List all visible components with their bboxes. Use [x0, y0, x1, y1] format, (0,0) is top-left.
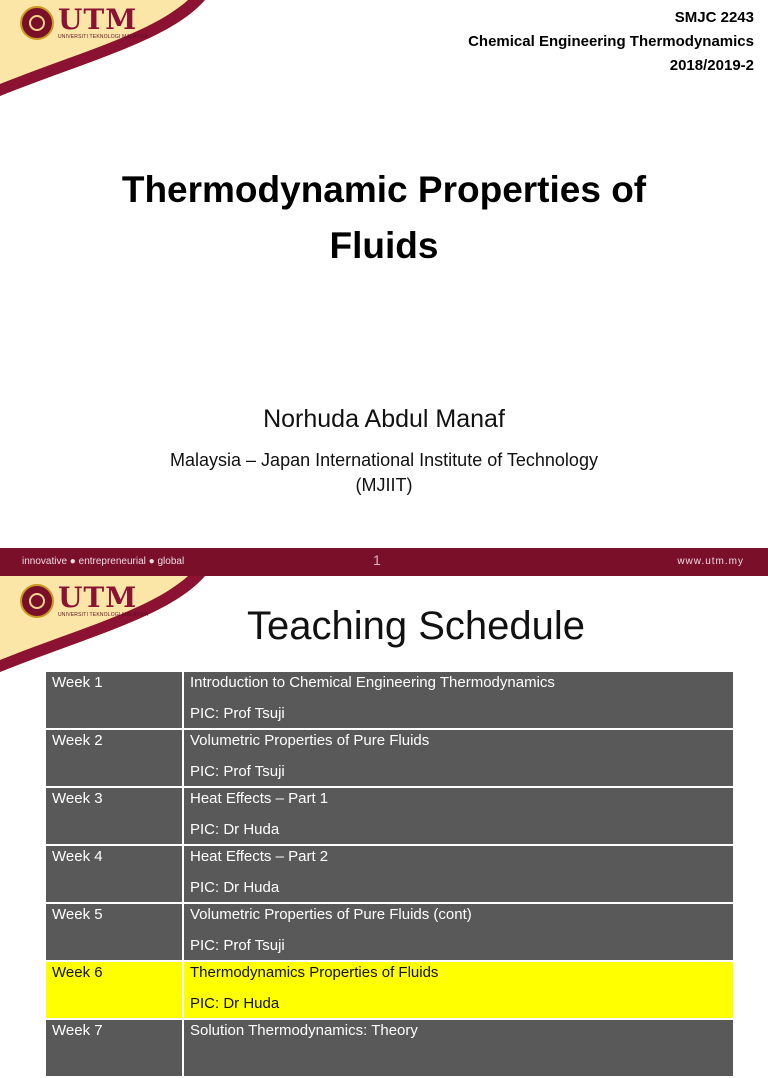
- course-name: Chemical Engineering Thermodynamics: [468, 33, 754, 50]
- course-session: 2018/2019-2: [669, 57, 754, 74]
- schedule-week: Week 7: [45, 1019, 183, 1077]
- schedule-topic: Heat Effects – Part 2: [190, 848, 329, 865]
- affiliation-line-1: Malaysia – Japan International Institute of Technology: [170, 450, 598, 470]
- schedule-title: Teaching Schedule: [246, 604, 586, 648]
- schedule-week: Week 6: [45, 961, 183, 1019]
- course-info: [468, 6, 754, 78]
- title-line-1: Thermodynamic Properties of: [121, 169, 647, 210]
- schedule-pic: PIC: Dr Huda: [190, 995, 280, 1012]
- logo-subtitle: UNIVERSITI TEKNOLOGI MALAYSIA: [58, 34, 149, 40]
- schedule-topic: Heat Effects – Part 1: [190, 790, 329, 807]
- schedule-topic-cell: [183, 671, 734, 729]
- affiliation-line-2: (MJIIT): [355, 475, 413, 495]
- utm-seal-icon: [20, 584, 54, 618]
- slide-title: [40, 162, 728, 274]
- footer-website: www.utm.my: [677, 556, 744, 567]
- schedule-topic-cell: [183, 729, 734, 787]
- course-code: SMJC 2243: [674, 9, 754, 26]
- schedule-row: [45, 1019, 734, 1077]
- schedule-row: [45, 903, 734, 961]
- schedule-topic: Thermodynamics Properties of Fluids: [190, 964, 439, 981]
- logo-subtitle: UNIVERSITI TEKNOLOGI MALAYSIA: [58, 612, 149, 618]
- schedule-week: Week 3: [45, 787, 183, 845]
- schedule-pic: PIC: Dr Huda: [190, 821, 280, 838]
- schedule-topic-cell: [183, 845, 734, 903]
- schedule-row: [45, 787, 734, 845]
- utm-seal-icon: [20, 6, 54, 40]
- schedule-topic: Solution Thermodynamics: Theory: [190, 1022, 418, 1039]
- logo-name: UTM: [58, 3, 138, 36]
- footer-tagline: innovative ● entrepreneurial ● global: [22, 556, 185, 567]
- schedule-row: [45, 961, 734, 1019]
- schedule-topic-cell: [183, 1019, 734, 1077]
- schedule-row: [45, 729, 734, 787]
- schedule-topic-cell: [183, 903, 734, 961]
- slide-footer: [0, 548, 768, 576]
- schedule-week: Week 5: [45, 903, 183, 961]
- schedule-week: Week 2: [45, 729, 183, 787]
- schedule-pic: PIC: Prof Tsuji: [190, 937, 285, 954]
- schedule-table: [44, 670, 735, 1078]
- schedule-row: [45, 671, 734, 729]
- schedule-topic: Introduction to Chemical Engineering Thermodynamics: [190, 674, 555, 691]
- title-line-2: Fluids: [329, 225, 439, 266]
- schedule-topic-cell: [183, 961, 734, 1019]
- schedule-topic: Volumetric Properties of Pure Fluids (cont): [190, 906, 472, 923]
- page-number: 1: [373, 552, 381, 568]
- affiliation: [0, 448, 768, 498]
- utm-logo: [20, 3, 149, 40]
- schedule-pic: PIC: Dr Huda: [190, 879, 280, 896]
- logo-name: UTM: [58, 581, 138, 614]
- schedule-row: [45, 845, 734, 903]
- author-name: Norhuda Abdul Manaf: [263, 405, 505, 433]
- schedule-topic-cell: [183, 787, 734, 845]
- schedule-week: Week 4: [45, 845, 183, 903]
- schedule-pic: PIC: Prof Tsuji: [190, 705, 285, 722]
- schedule-week: Week 1: [45, 671, 183, 729]
- schedule-topic: Volumetric Properties of Pure Fluids: [190, 732, 430, 749]
- schedule-pic: PIC: Prof Tsuji: [190, 763, 285, 780]
